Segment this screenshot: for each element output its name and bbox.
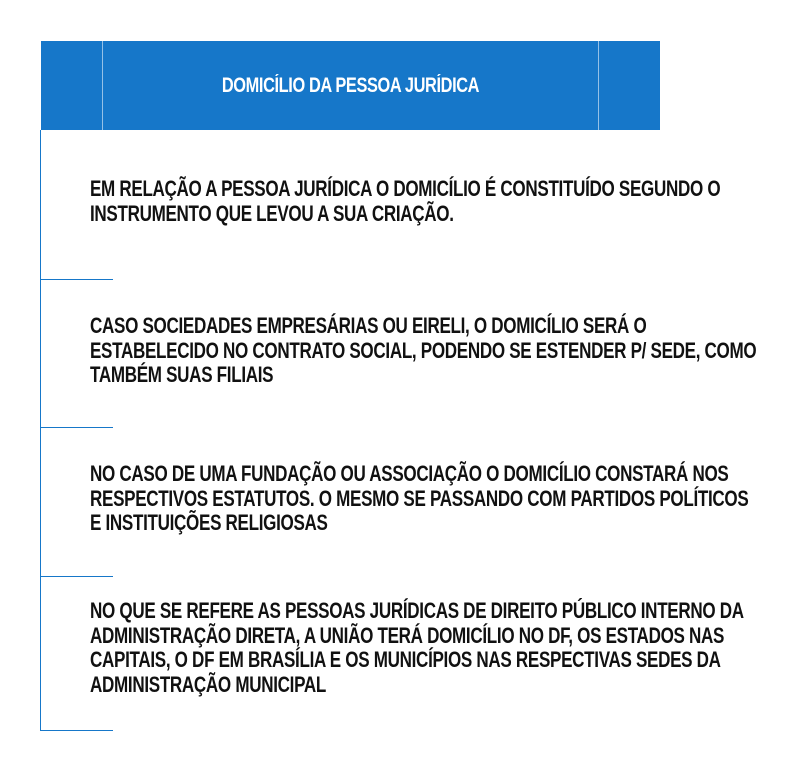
paragraph-2: CASO SOCIEDADES EMPRESÁRIAS OU EIRELI, O DOMICÍLIO SERÁ O ESTABELECIDO NO CONTRATO SOCIAL, PODENDO SE ESTENDER P/ SEDE, COMO TAMBÉM SUAS FILIAIS [90,313,757,387]
paragraph-4: NO QUE SE REFERE AS PESSOAS JURÍDICAS DE DIREITO PÚBLICO INTERNO DA ADMINISTRAÇÃO DIRETA, A UNIÃO TERÁ DOMICÍLIO NO DF, OS ESTADOS NAS CAPITAIS, O DF EM BRASÍLIA E OS MUNICÍPIOS NAS RESPECTIVAS SEDES DA ADMINISTRAÇÃO MUNICIPAL [90,598,744,697]
page-title: DOMICÍLIO DA PESSOA JURÍDICA [221,73,480,97]
banner-divider-right [598,41,599,130]
timeline-vertical-line [40,130,41,730]
separator-2 [40,427,113,428]
title-banner [41,41,660,130]
separator-4 [40,730,113,731]
banner-divider-left [102,41,103,130]
separator-3 [40,576,113,577]
separator-1 [40,279,113,280]
paragraph-3: NO CASO DE UMA FUNDAÇÃO OU ASSOCIAÇÃO O DOMICÍLIO CONSTARÁ NOS RESPECTIVOS ESTATUTOS. O MESMO SE PASSANDO COM PARTIDOS POLÍTICOS E INSTITUIÇÕES RELIGIOSAS [90,461,749,535]
paragraph-1: EM RELAÇÃO A PESSOA JURÍDICA O DOMICÍLIO É CONSTITUÍDO SEGUNDO O INSTRUMENTO QUE LEVOU A SUA CRIAÇÃO. [90,176,721,226]
